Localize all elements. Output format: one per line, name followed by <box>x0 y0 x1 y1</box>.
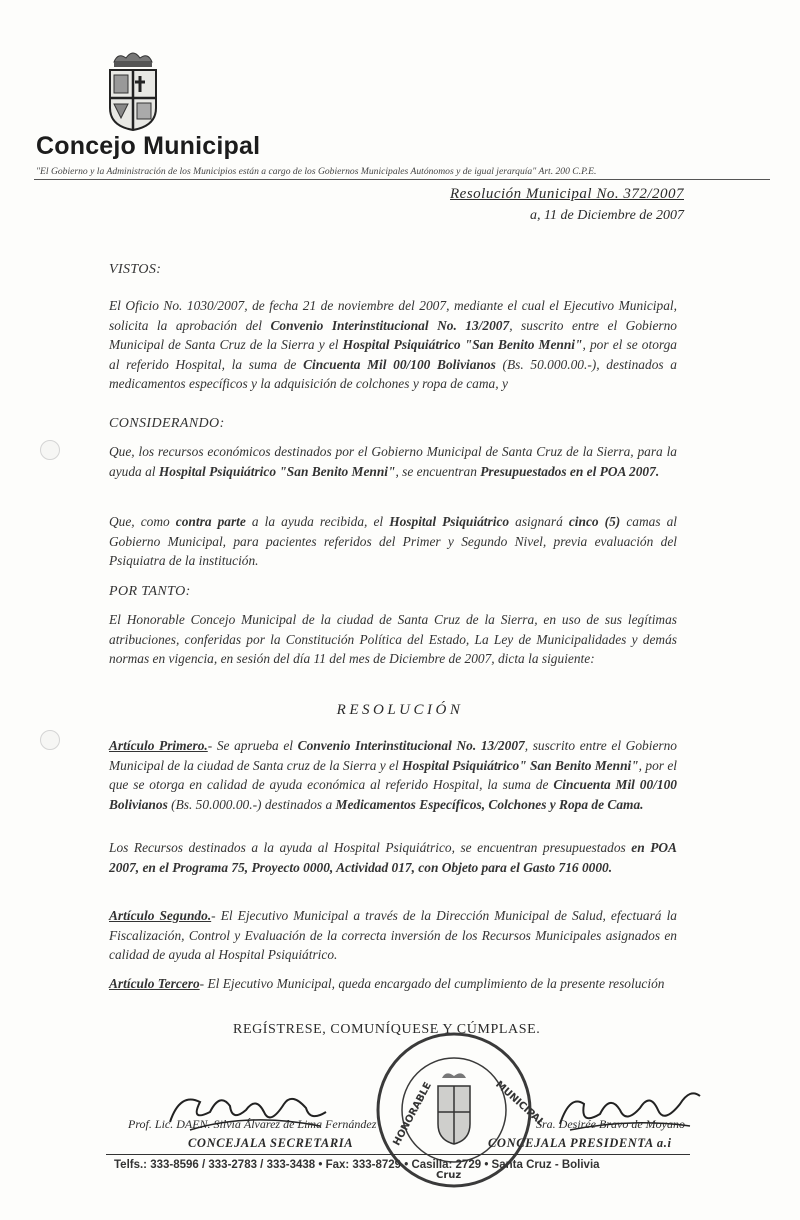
header-divider <box>34 179 770 180</box>
article-three: Artículo Tercero- El Ejecutivo Municipal, queda encargado del cumplimiento de la presente resolución <box>109 976 665 991</box>
resolution-number: Resolución Municipal No. 372/2007 <box>450 186 684 202</box>
header-motto: "El Gobierno y la Administración de los Municipios están a cargo de los Gobiernos Municipales Autónomos y de igual jerarquía" Art. 200 C.P.E. <box>36 166 597 177</box>
signature-left <box>160 1082 340 1142</box>
article-two: Artículo Segundo.- El Ejecutivo Municipal a través de la Dirección Municipal de Salud, efectuará la Fiscalización, Control y Evaluación de la correcta inversión de los Recursos Municipales asignados en calidad de ayuda al Hospital Psiquiátrico. <box>109 908 677 963</box>
article-one: Artículo Primero.- Se aprueba el Convenio Interinstitucional No. 13/2007, suscrito entre el Gobierno Municipal de la ciudad de Santa cruz de la Sierra y el Hospital Psiquiátrico" San Benito Menni", por el que se otorga en calidad de ayuda económica al referido Hospital, la suma de Cincuenta Mil 00/100 Bolivianos (Bs. 50.000.00.-) destinados a Medicamentos Específicos, Colchones y Ropa de Cama. <box>109 738 677 812</box>
signatory-left-role: CONCEJALA SECRETARIA <box>188 1136 354 1150</box>
considerando-paragraph-1: Que, los recursos económicos destinados por el Gobierno Municipal de Santa Cruz de la Sierra, para la ayuda al Hospital Psiquiátrico "San Benito Menni", se encuentran Presupuestados en el POA 2007. <box>109 444 677 479</box>
por-tanto-paragraph: El Honorable Concejo Municipal de la ciudad de Santa Cruz de la Sierra, en uso de sus legítimas atribuciones, conferidas por la Constitución Política del Estado, La Ley de Municipalidades y demás normas en vigencia, en sesión del día 11 del mes de Diciembre de 2007, dicta la siguiente: <box>109 612 677 667</box>
vistos-paragraph: El Oficio No. 1030/2007, de fecha 21 de noviembre del 2007, mediante el cual el Ejecutivo Municipal, solicita la aprobación del Convenio Interinstitucional No. 13/2007, suscrito entre el Gobierno Municipal de Santa Cruz de la Sierra y el Hospital Psiquiátrico "San Benito Menni", por el se otorga al referido Hospital, la suma de Cincuenta Mil 00/100 Bolivianos (Bs. 50.000.00.-), destinados a medicamentos específicos y la adquisición de colchones y ropa de cama, y <box>109 298 678 392</box>
svg-text:HONORABLE: HONORABLE <box>391 1080 435 1148</box>
signatory-right-role: CONCEJALA PRESIDENTA a.i <box>488 1136 672 1150</box>
por-tanto-heading: POR TANTO: <box>109 584 191 599</box>
considerando-heading: CONSIDERANDO: <box>109 416 225 431</box>
punch-hole-top <box>40 440 60 460</box>
punch-hole-bottom <box>40 730 60 750</box>
resolution-title: RESOLUCIÓN <box>336 702 464 718</box>
vistos-heading: VISTOS: <box>109 262 162 277</box>
signatory-left-name: Prof. Lic. DAEN. Silvia Álvarez de Lima Fernández <box>128 1117 377 1131</box>
footer-divider <box>106 1154 690 1155</box>
resolution-date: a, 11 de Diciembre de 2007 <box>530 208 684 223</box>
recursos-paragraph: Los Recursos destinados a la ayuda al Hospital Psiquiátrico, se encuentran presupuestados en POA 2007, en el Programa 75, Proyecto 0000, Actividad 017, con Objeto para el Gasto 716 0000. <box>109 840 677 875</box>
signatory-right-name: Sra. Desirée Bravo de Moyano <box>536 1117 685 1131</box>
considerando-paragraph-2: Que, como contra parte a la ayuda recibida, el Hospital Psiquiátrico asignará cinco (5) camas al Gobierno Municipal, para pacientes referidos del Primer y Segundo Nivel, previa evaluación del Psiquiatra de la institución. <box>109 514 678 569</box>
municipal-crest-icon <box>104 48 162 132</box>
closing-formula: REGÍSTRESE, COMUNÍQUESE Y CÚMPLASE. <box>233 1022 541 1037</box>
svg-text:MUNICIPAL: MUNICIPAL <box>493 1079 547 1129</box>
svg-text:Cruz: Cruz <box>436 1170 462 1181</box>
footer-contact: Telfs.: 333-8596 / 333-2783 / 333-3438 • Fax: 333-8729 • Casilla: 2729 • Santa Cruz - Bolivia <box>114 1159 600 1171</box>
organization-name: Concejo Municipal <box>36 132 261 160</box>
